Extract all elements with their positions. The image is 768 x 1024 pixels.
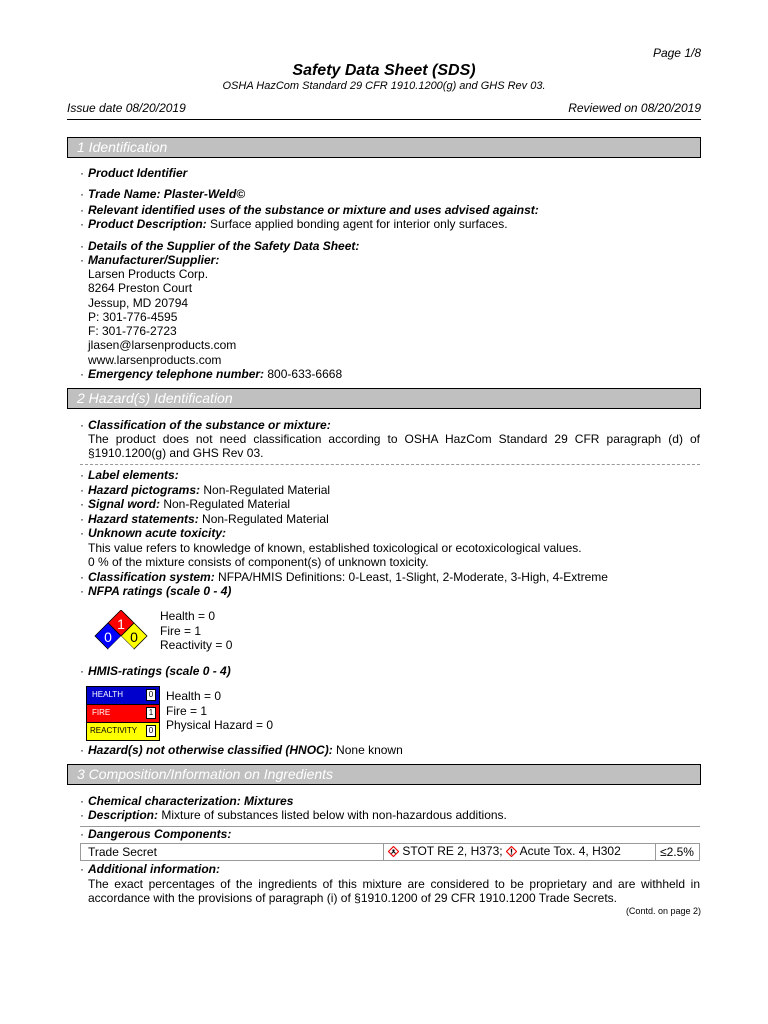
section-1-title: 1 Identification [77, 139, 168, 155]
supplier-details: · Details of the Supplier of the Safety Data Sheet: [80, 239, 360, 253]
components-table-row [80, 843, 700, 861]
hnoc: · Hazard(s) not otherwise classified (HNOC): None known [80, 743, 403, 757]
product-identifier-label: Product Identifier [88, 166, 188, 180]
nfpa-health-value: 0 [104, 629, 112, 645]
relevant-uses: · Relevant identified uses of the substance or mixture and uses advised against: [80, 203, 539, 217]
classification-system-label: Classification system: [88, 570, 215, 584]
hmis-health-text: Health = 0 [166, 689, 222, 703]
hmis-fire-value: 1 [146, 707, 156, 719]
hazard-pictograms: · Hazard pictograms: Non-Regulated Material [80, 483, 331, 497]
address-line: 8264 Preston Court [88, 281, 193, 296]
nfpa-fire-value: 1 [117, 616, 125, 632]
classification-system-value: NFPA/HMIS Definitions: 0-Least, 1-Slight, 2-Moderate, 3-High, 4-Extreme [214, 570, 608, 584]
hmis-reactivity-label: REACTIVITY [90, 726, 138, 735]
label-elements: · Label elements: [80, 468, 179, 482]
continued-note: (Contd. on page 2) [625, 906, 701, 916]
classification-system: · Classification system: NFPA/HMIS Definitions: 0-Least, 1-Slight, 2-Moderate, 3-High, 4-Extreme [80, 570, 608, 584]
classification-text: The product does not need classification according to OSHA HazCom Standard 29 CFR paragraph (d) of §1910.1200(g) and GHS Rev 03. [88, 432, 700, 460]
emergency-phone-label: Emergency telephone number: [88, 367, 265, 381]
section-2-title: 2 Hazard(s) Identification [77, 390, 233, 406]
stot-hazard: STOT RE 2, H373; [399, 844, 506, 858]
component-name: Trade Secret [88, 845, 157, 859]
unknown-acute-toxicity: · Unknown acute toxicity: [80, 526, 227, 540]
hmis-fire-text: Fire = 1 [166, 703, 208, 718]
emergency-phone-value: 800-633-6668 [264, 367, 343, 381]
exclamation-mark-icon [506, 846, 517, 857]
component-hazards [383, 844, 621, 860]
nfpa-reactivity-value: 0 [130, 629, 138, 645]
nfpa-reactivity-text: Reactivity = 0 [160, 638, 233, 652]
section-3-title: 3 Composition/Information on Ingredients [77, 766, 334, 782]
hazard-statements-label: Hazard statements: [88, 512, 199, 526]
hmis-label-icon [86, 686, 160, 741]
nfpa-ratings: · NFPA ratings (scale 0 - 4) [80, 584, 232, 598]
nfpa-health-text: Health = 0 [160, 609, 216, 623]
address-line: Larsen Products Corp. [88, 267, 209, 281]
composition-description-value: Mixture of substances listed below with non-hazardous additions. [158, 808, 507, 822]
section-3-header [67, 764, 701, 785]
dangerous-components-label: Dangerous Components: [88, 827, 232, 841]
acute-toxicity-text-2: 0 % of the mixture consists of component(s) of unknown toxicity. [88, 555, 429, 569]
fax: F: 301-776-2723 [88, 324, 177, 339]
product-description-value: Surface applied bonding agent for interior only surfaces. [206, 217, 508, 231]
nfpa-ratings-label: NFPA ratings (scale 0 - 4) [88, 584, 232, 598]
dashed-divider [80, 464, 700, 465]
document-title: Safety Data Sheet (SDS) [292, 62, 476, 79]
signal-word: · Signal word: Non-Regulated Material [80, 497, 291, 511]
reviewed-date: Reviewed on 08/20/2019 [568, 101, 701, 115]
emergency-phone: · Emergency telephone number: 800-633-6668 [80, 367, 343, 381]
hazard-statements-value: Non-Regulated Material [198, 512, 329, 526]
hazard-pictograms-label: Hazard pictograms: [88, 483, 201, 497]
trade-name: · Trade Name: Plaster-Weld© [80, 187, 246, 201]
hmis-health-label: HEALTH [92, 690, 123, 699]
hmis-legend [166, 689, 273, 733]
component-concentration: ≤2.5% [655, 844, 694, 860]
hmis-fire-label: FIRE [92, 708, 111, 717]
additional-information-label: Additional information: [88, 862, 220, 876]
document-subtitle: OSHA HazCom Standard 29 CFR 1910.1200(g) and GHS Rev 03. [222, 80, 546, 92]
section-1-header [67, 137, 701, 158]
supplier-address [80, 267, 708, 367]
acute-tox-hazard: Acute Tox. 4, H302 [516, 844, 621, 858]
additional-information-text: The exact percentages of the ingredients of this mixture are considered to be proprietary and are withheld in accordance with the provisions of paragraph (i) of §1910.1200 of 29 CFR 1910.1200 Trade Secrets. [88, 877, 700, 905]
address-line: Jessup, MD 20794 [88, 295, 189, 310]
page-number: Page 1/8 [652, 46, 701, 60]
supplier-details-label: Details of the Supplier of the Safety Data Sheet: [88, 239, 360, 253]
hmis-reactivity-row [86, 722, 160, 741]
composition-description: · Description: Mixture of substances listed below with non-hazardous additions. [80, 808, 507, 822]
label-elements-label: Label elements: [88, 468, 179, 482]
section-2-header [67, 388, 701, 409]
health-hazard-icon [388, 846, 399, 857]
chemical-characterization: · Chemical characterization: Mixtures [80, 794, 294, 808]
manufacturer: · Manufacturer/Supplier: [80, 253, 220, 267]
signal-word-label: Signal word: [88, 497, 160, 511]
classification: · Classification of the substance or mixture: [80, 418, 331, 432]
product-description: · Product Description: Surface applied bonding agent for interior only surfaces. [80, 217, 508, 231]
signal-word-value: Non-Regulated Material [160, 497, 291, 511]
hnoc-label: Hazard(s) not otherwise classified (HNOC): [88, 743, 333, 757]
hmis-ratings-label: HMIS-ratings (scale 0 - 4) [88, 664, 231, 678]
classification-label: Classification of the substance or mixture: [88, 418, 331, 432]
hmis-physical-text: Physical Hazard = 0 [166, 718, 274, 732]
hmis-health-value: 0 [146, 689, 156, 701]
composition-description-label: Description: [88, 808, 159, 822]
acute-toxicity-text-1: This value refers to knowledge of known, established toxicological or ecotoxicological values. [88, 541, 582, 555]
hazard-pictograms-value: Non-Regulated Material [200, 483, 331, 497]
hnoc-value: None known [332, 743, 403, 757]
hmis-health-row [86, 686, 160, 704]
hmis-ratings: · HMIS-ratings (scale 0 - 4) [80, 664, 231, 678]
product-description-label: Product Description: [88, 217, 207, 231]
phone: P: 301-776-4595 [88, 309, 178, 324]
product-identifier: · Product Identifier [80, 166, 188, 180]
hmis-reactivity-value: 0 [146, 725, 156, 737]
additional-information: · Additional information: [80, 862, 220, 876]
hazard-statements: · Hazard statements: Non-Regulated Material [80, 512, 329, 526]
website: www.larsenproducts.com [88, 352, 222, 367]
unknown-acute-toxicity-label: Unknown acute toxicity: [88, 526, 227, 540]
chemical-characterization-label: Chemical characterization: Mixtures [88, 794, 294, 808]
relevant-uses-label: Relevant identified uses of the substance or mixture and uses advised against: [88, 203, 539, 217]
manufacturer-label: Manufacturer/Supplier: [88, 253, 220, 267]
nfpa-fire-text: Fire = 1 [160, 623, 202, 638]
issue-date: Issue date 08/20/2019 [67, 101, 186, 115]
nfpa-legend [160, 609, 232, 653]
dangerous-components: · Dangerous Components: [80, 827, 232, 841]
hmis-fire-row [86, 704, 160, 722]
header-rule [67, 119, 701, 120]
trade-name-label: Trade Name: Plaster-Weld© [88, 187, 246, 201]
email: jlasen@larsenproducts.com [88, 338, 237, 353]
nfpa-diamond-icon [86, 610, 156, 656]
